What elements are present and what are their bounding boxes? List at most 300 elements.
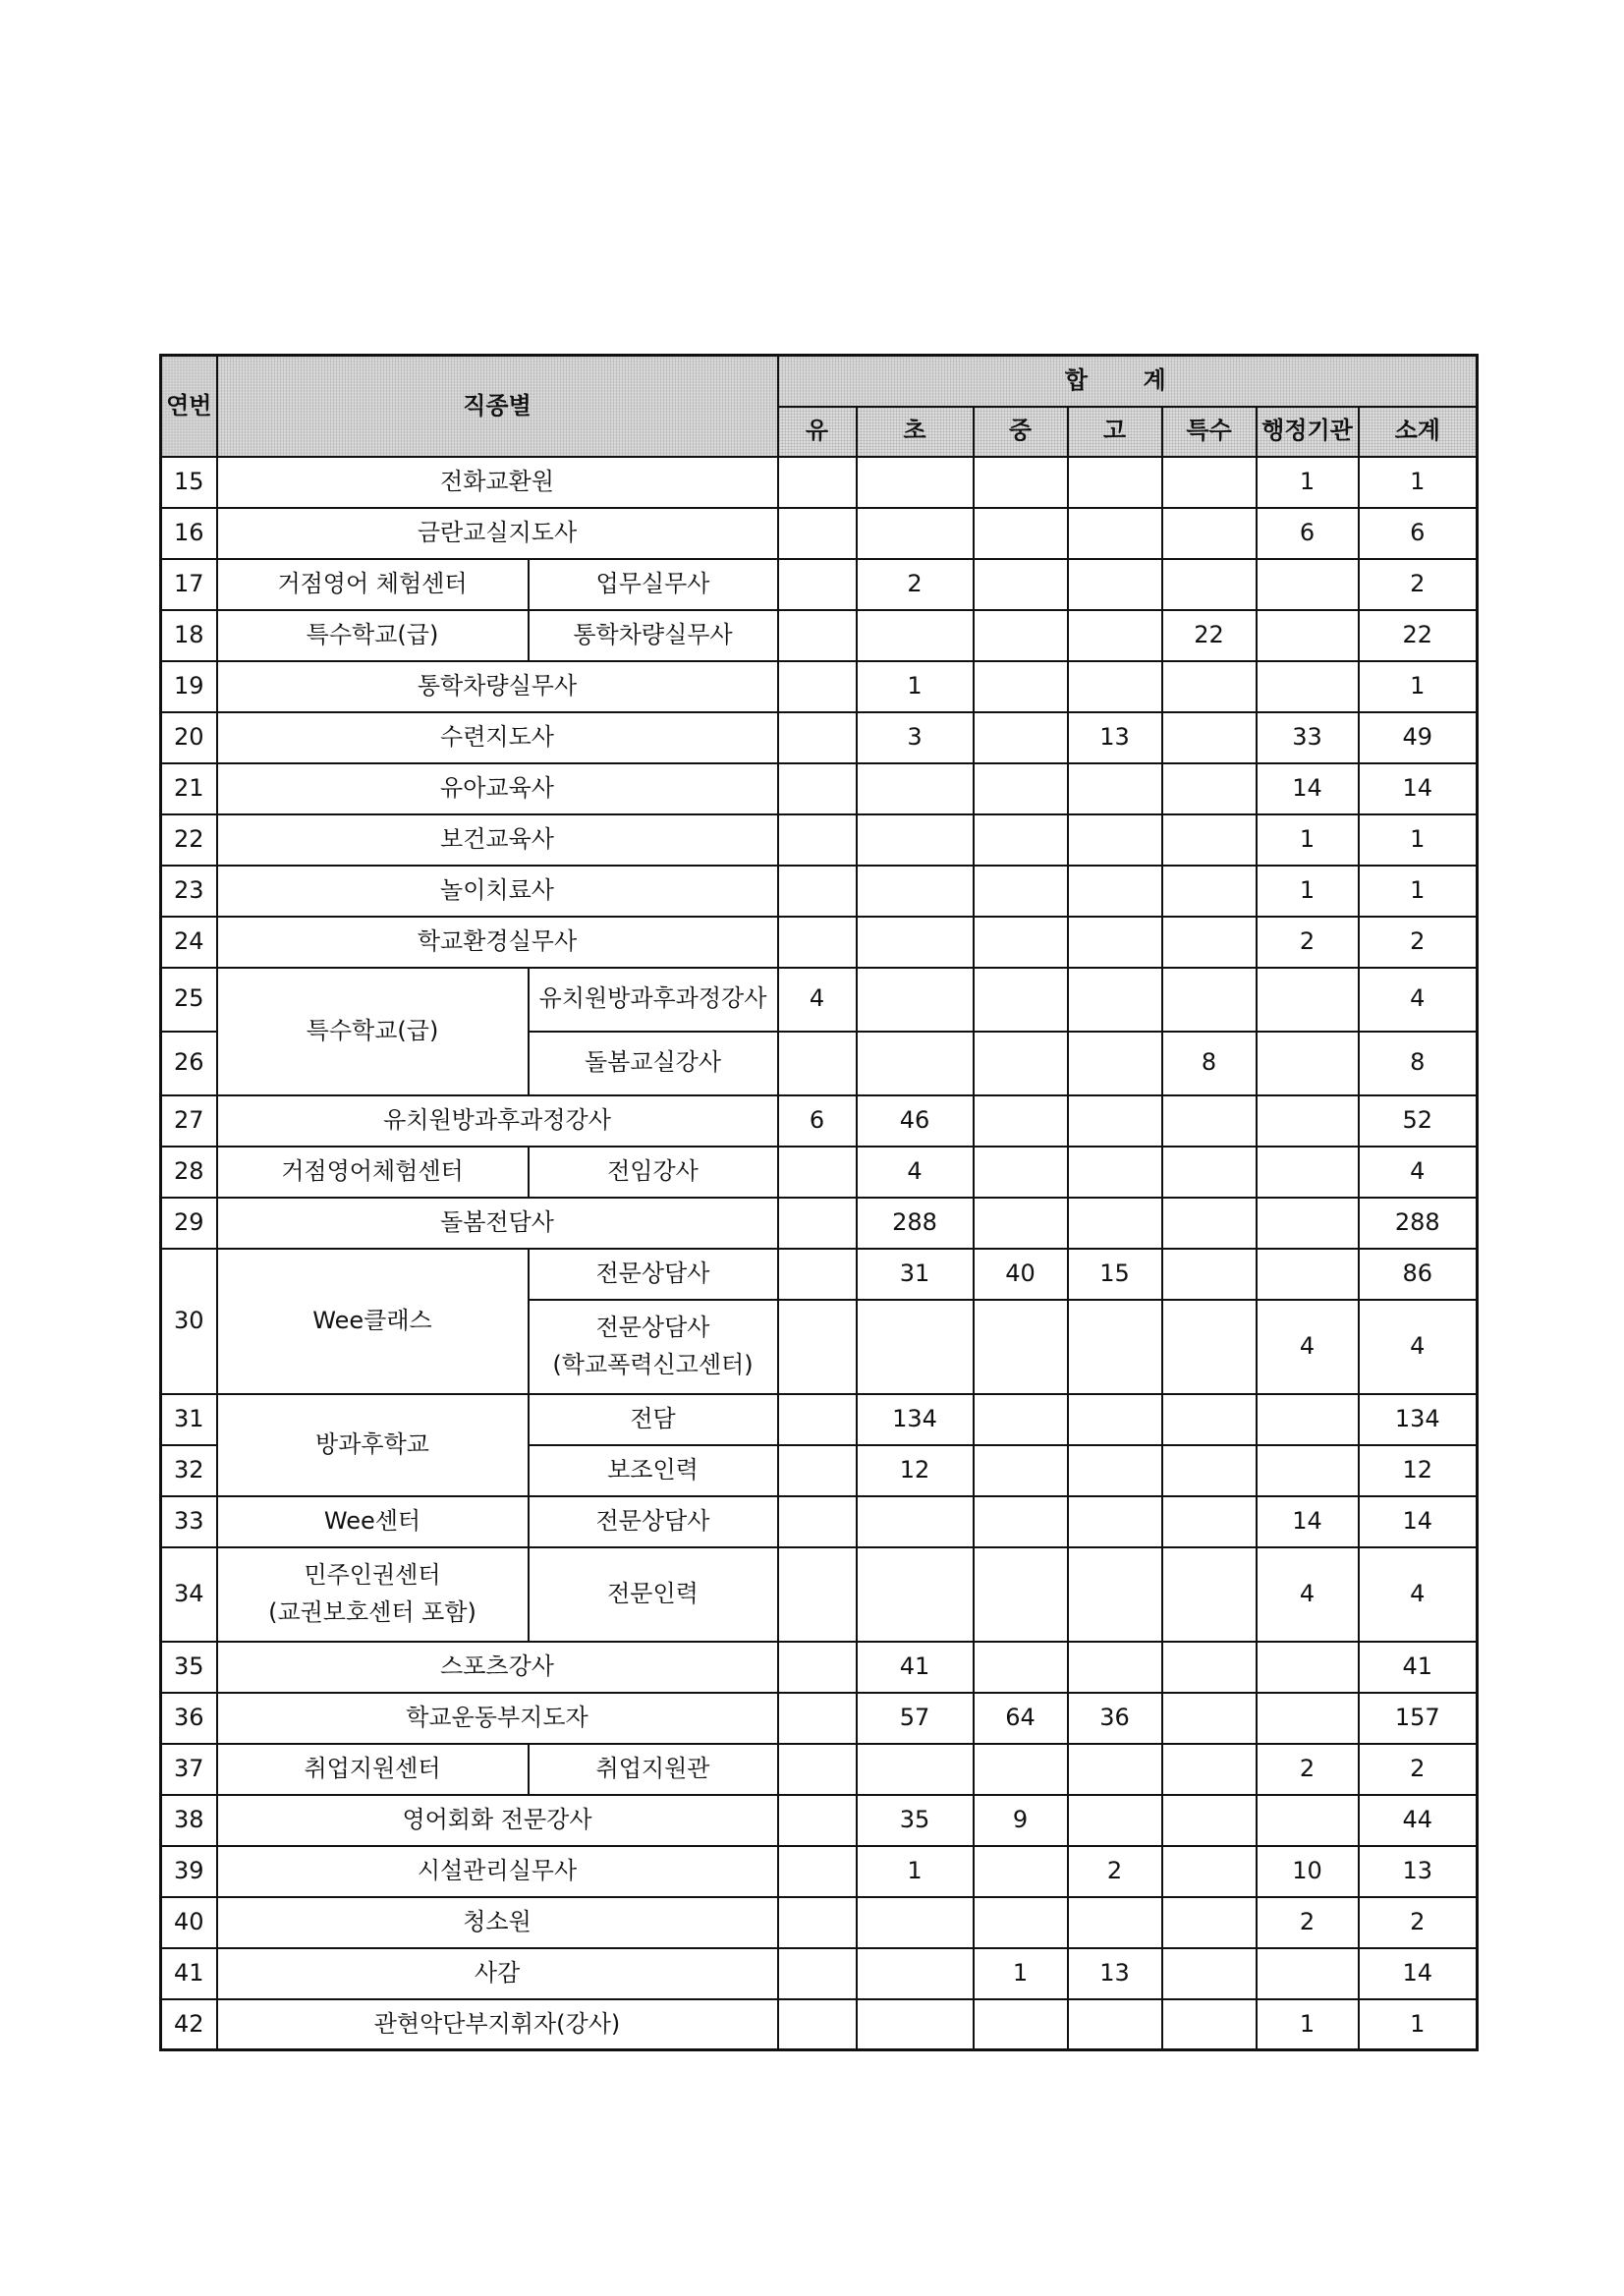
- row-no: 32: [161, 1445, 217, 1496]
- cell-value: [974, 1897, 1068, 1948]
- cell-value: [1162, 1744, 1257, 1795]
- cell-value: [1162, 1999, 1257, 2050]
- cell-value: [1257, 1249, 1359, 1300]
- cell-value: [974, 866, 1068, 917]
- row-no: 33: [161, 1496, 217, 1547]
- cell-value: [778, 1897, 857, 1948]
- table-row: [161, 1846, 1478, 1897]
- cell-value: 2: [1359, 917, 1478, 968]
- cell-value: 2: [1257, 1897, 1359, 1948]
- cell-value: [778, 1642, 857, 1693]
- cell-value: 4: [778, 968, 857, 1032]
- cell-value: [1162, 1547, 1257, 1642]
- cell-value: 2: [1359, 1897, 1478, 1948]
- cell-value: 15: [1068, 1249, 1162, 1300]
- table-row: [161, 1999, 1478, 2050]
- cell-value: [778, 763, 857, 814]
- cell-value: [1068, 508, 1162, 559]
- cell-value: [778, 1147, 857, 1198]
- row-no: 35: [161, 1642, 217, 1693]
- cell-value: 49: [1359, 712, 1478, 763]
- header-col-middle: 중: [974, 407, 1068, 457]
- row-job: 학교운동부지도자: [217, 1693, 778, 1744]
- cell-value: 13: [1068, 712, 1162, 763]
- header-col-subtotal: 소계: [1359, 407, 1478, 457]
- cell-value: [778, 1496, 857, 1547]
- cell-value: [1068, 1547, 1162, 1642]
- cell-value: [1068, 1147, 1162, 1198]
- cell-value: [1162, 1394, 1257, 1445]
- cell-value: 13: [1359, 1846, 1478, 1897]
- table-row: [161, 1744, 1478, 1795]
- cell-value: 1: [1359, 866, 1478, 917]
- cell-value: [1068, 1897, 1162, 1948]
- cell-value: [778, 1300, 857, 1394]
- row-category: [217, 1547, 529, 1642]
- cell-value: 35: [857, 1795, 974, 1846]
- cell-value: [1257, 1198, 1359, 1249]
- row-no: 24: [161, 917, 217, 968]
- cell-value: [1162, 1300, 1257, 1394]
- cell-value: 8: [1162, 1032, 1257, 1095]
- row-no: 16: [161, 508, 217, 559]
- cell-value: 4: [1359, 1300, 1478, 1394]
- row-category: 취업지원센터: [217, 1744, 529, 1795]
- row-no: 34: [161, 1547, 217, 1642]
- row-job: 놀이치료사: [217, 866, 778, 917]
- cell-value: [1257, 1095, 1359, 1147]
- cell-value: [1257, 1394, 1359, 1445]
- cell-value: 12: [1359, 1445, 1478, 1496]
- cell-value: [1162, 1948, 1257, 1999]
- cell-value: 41: [857, 1642, 974, 1693]
- cell-value: 134: [857, 1394, 974, 1445]
- cell-value: [857, 1032, 974, 1095]
- cell-value: [974, 508, 1068, 559]
- table-row: [161, 866, 1478, 917]
- cell-value: [778, 1948, 857, 1999]
- cell-value: [1162, 814, 1257, 866]
- cell-value: [778, 1445, 857, 1496]
- cell-value: 4: [1359, 968, 1478, 1032]
- cell-value: 4: [1257, 1300, 1359, 1394]
- row-subjob: 전문상담사: [529, 1249, 778, 1300]
- row-no: 22: [161, 814, 217, 866]
- cell-value: [778, 866, 857, 917]
- cell-value: [974, 1198, 1068, 1249]
- cell-value: [1257, 1948, 1359, 1999]
- row-subjob: 전문인력: [529, 1547, 778, 1642]
- header-col-special: 특수: [1162, 407, 1257, 457]
- cell-value: [1162, 1198, 1257, 1249]
- header-total-group: 합 계: [778, 356, 1478, 407]
- row-job: 스포츠강사: [217, 1642, 778, 1693]
- cell-value: [857, 1547, 974, 1642]
- cell-value: 46: [857, 1095, 974, 1147]
- cell-value: [778, 917, 857, 968]
- cell-value: 9: [974, 1795, 1068, 1846]
- row-no: 23: [161, 866, 217, 917]
- row-subjob: [529, 1300, 778, 1394]
- header-no: 연번: [161, 356, 217, 457]
- cell-value: [1257, 968, 1359, 1032]
- cell-value: [974, 559, 1068, 610]
- table-row: [161, 1897, 1478, 1948]
- cell-value: [778, 712, 857, 763]
- cell-value: 2: [1257, 1744, 1359, 1795]
- cell-value: 4: [1359, 1547, 1478, 1642]
- row-no: 36: [161, 1693, 217, 1744]
- row-no: 28: [161, 1147, 217, 1198]
- cell-value: [857, 968, 974, 1032]
- row-category: 방과후학교: [217, 1394, 529, 1496]
- cell-value: [778, 1744, 857, 1795]
- cell-value: [974, 661, 1068, 712]
- cell-value: [1162, 1445, 1257, 1496]
- cell-value: [857, 1300, 974, 1394]
- cell-value: [778, 1693, 857, 1744]
- row-subjob: 전담: [529, 1394, 778, 1445]
- header-col-high: 고: [1068, 407, 1162, 457]
- cell-value: [857, 917, 974, 968]
- cell-value: [1068, 1300, 1162, 1394]
- row-subjob: 전문상담사: [529, 1496, 778, 1547]
- staff-count-table: [159, 354, 1479, 2051]
- cell-value: [1068, 1642, 1162, 1693]
- cell-value: [1257, 559, 1359, 610]
- table-row: [161, 1095, 1478, 1147]
- cell-value: 10: [1257, 1846, 1359, 1897]
- cell-value: 288: [857, 1198, 974, 1249]
- cell-value: [974, 814, 1068, 866]
- row-job: 청소원: [217, 1897, 778, 1948]
- cell-value: 6: [778, 1095, 857, 1147]
- cell-value: [778, 559, 857, 610]
- table-row: [161, 559, 1478, 610]
- cell-value: 6: [1359, 508, 1478, 559]
- row-subjob: 통학차량실무사: [529, 610, 778, 661]
- row-no: 17: [161, 559, 217, 610]
- cell-value: 8: [1359, 1032, 1478, 1095]
- row-job: 관현악단부지휘자(강사): [217, 1999, 778, 2050]
- table-row: [161, 1249, 1478, 1300]
- cell-value: 12: [857, 1445, 974, 1496]
- row-subjob: 유치원방과후과정강사: [529, 968, 778, 1032]
- cell-value: [1162, 1846, 1257, 1897]
- row-no: 21: [161, 763, 217, 814]
- cell-value: [1257, 1693, 1359, 1744]
- cell-value: [1162, 1693, 1257, 1744]
- cell-value: [974, 917, 1068, 968]
- cell-value: [1068, 1445, 1162, 1496]
- row-no: 15: [161, 457, 217, 508]
- cell-value: [1162, 1249, 1257, 1300]
- row-subjob: 돌봄교실강사: [529, 1032, 778, 1095]
- cell-value: [974, 968, 1068, 1032]
- table-row: [161, 814, 1478, 866]
- row-no: 19: [161, 661, 217, 712]
- cell-value: [778, 661, 857, 712]
- cell-value: 1: [1257, 866, 1359, 917]
- cell-value: [778, 1547, 857, 1642]
- cell-value: [1162, 1095, 1257, 1147]
- row-subjob: 전임강사: [529, 1147, 778, 1198]
- cell-value: [974, 1999, 1068, 2050]
- cell-value: [1162, 559, 1257, 610]
- cell-value: 1: [1359, 1999, 1478, 2050]
- cell-value: [1257, 1032, 1359, 1095]
- row-category-line1: 민주인권센터: [304, 1561, 441, 1590]
- row-job: 통학차량실무사: [217, 661, 778, 712]
- cell-value: 1: [1359, 661, 1478, 712]
- cell-value: [1257, 1445, 1359, 1496]
- cell-value: 31: [857, 1249, 974, 1300]
- cell-value: [1162, 763, 1257, 814]
- cell-value: [1162, 968, 1257, 1032]
- row-category: 거점영어체험센터: [217, 1147, 529, 1198]
- cell-value: [857, 1744, 974, 1795]
- cell-value: [1068, 1496, 1162, 1547]
- cell-value: [778, 1032, 857, 1095]
- cell-value: [974, 1496, 1068, 1547]
- cell-value: [974, 763, 1068, 814]
- cell-value: 2: [1359, 559, 1478, 610]
- cell-value: [1162, 457, 1257, 508]
- cell-value: 3: [857, 712, 974, 763]
- cell-value: 86: [1359, 1249, 1478, 1300]
- row-no: 38: [161, 1795, 217, 1846]
- cell-value: 1: [857, 1846, 974, 1897]
- cell-value: 13: [1068, 1948, 1162, 1999]
- row-no: 39: [161, 1846, 217, 1897]
- cell-value: 14: [1359, 763, 1478, 814]
- cell-value: 14: [1257, 763, 1359, 814]
- row-no: 26: [161, 1032, 217, 1095]
- cell-value: 2: [1359, 1744, 1478, 1795]
- header-col-admin: 행정기관: [1257, 407, 1359, 457]
- cell-value: [1162, 1642, 1257, 1693]
- table-row: [161, 1147, 1478, 1198]
- cell-value: [778, 1198, 857, 1249]
- cell-value: 57: [857, 1693, 974, 1744]
- cell-value: 14: [1257, 1496, 1359, 1547]
- row-no: 40: [161, 1897, 217, 1948]
- cell-value: 36: [1068, 1693, 1162, 1744]
- cell-value: [1257, 661, 1359, 712]
- cell-value: [857, 610, 974, 661]
- cell-value: [857, 866, 974, 917]
- row-category-line2: (교권보호센터 포함): [268, 1597, 476, 1626]
- staff-table-container: [159, 354, 1476, 2051]
- row-subjob: 보조인력: [529, 1445, 778, 1496]
- cell-value: [1068, 457, 1162, 508]
- cell-value: 33: [1257, 712, 1359, 763]
- row-no: 18: [161, 610, 217, 661]
- cell-value: [974, 1846, 1068, 1897]
- cell-value: [1162, 1496, 1257, 1547]
- row-job: 수련지도사: [217, 712, 778, 763]
- cell-value: [1068, 559, 1162, 610]
- cell-value: 4: [1257, 1547, 1359, 1642]
- table-row: [161, 457, 1478, 508]
- cell-value: [1068, 1198, 1162, 1249]
- cell-value: [857, 1897, 974, 1948]
- cell-value: 157: [1359, 1693, 1478, 1744]
- cell-value: [1257, 1642, 1359, 1693]
- table-row: [161, 1642, 1478, 1693]
- cell-value: [1162, 1147, 1257, 1198]
- row-category: 특수학교(급): [217, 610, 529, 661]
- row-subjob: 취업지원관: [529, 1744, 778, 1795]
- cell-value: [1257, 1147, 1359, 1198]
- cell-value: 2: [1257, 917, 1359, 968]
- row-category: 거점영어 체험센터: [217, 559, 529, 610]
- cell-value: [974, 1032, 1068, 1095]
- cell-value: [974, 1445, 1068, 1496]
- cell-value: [1162, 917, 1257, 968]
- cell-value: 2: [1068, 1846, 1162, 1897]
- cell-value: [857, 814, 974, 866]
- cell-value: 64: [974, 1693, 1068, 1744]
- cell-value: 14: [1359, 1496, 1478, 1547]
- row-no: 37: [161, 1744, 217, 1795]
- row-job: 전화교환원: [217, 457, 778, 508]
- cell-value: 1: [857, 661, 974, 712]
- row-no: 20: [161, 712, 217, 763]
- table-row: [161, 917, 1478, 968]
- table-row: [161, 661, 1478, 712]
- cell-value: [1068, 1032, 1162, 1095]
- cell-value: 134: [1359, 1394, 1478, 1445]
- cell-value: [1162, 1897, 1257, 1948]
- table-row: [161, 1547, 1478, 1642]
- cell-value: 14: [1359, 1948, 1478, 1999]
- cell-value: [778, 1795, 857, 1846]
- row-no: 29: [161, 1198, 217, 1249]
- row-category: Wee센터: [217, 1496, 529, 1547]
- cell-value: [778, 1999, 857, 2050]
- cell-value: [1068, 917, 1162, 968]
- table-row: [161, 1198, 1478, 1249]
- cell-value: [974, 1147, 1068, 1198]
- cell-value: [778, 508, 857, 559]
- header-job: 직종별: [217, 356, 778, 457]
- table-row: [161, 968, 1478, 1032]
- cell-value: 2: [857, 559, 974, 610]
- row-no: 30: [161, 1249, 217, 1394]
- cell-value: [1068, 866, 1162, 917]
- table-row: [161, 763, 1478, 814]
- row-no: 42: [161, 1999, 217, 2050]
- cell-value: [974, 1642, 1068, 1693]
- cell-value: [1068, 1394, 1162, 1445]
- cell-value: 44: [1359, 1795, 1478, 1846]
- cell-value: 40: [974, 1249, 1068, 1300]
- row-subjob: 업무실무사: [529, 559, 778, 610]
- cell-value: 41: [1359, 1642, 1478, 1693]
- cell-value: [778, 1394, 857, 1445]
- cell-value: [1257, 610, 1359, 661]
- cell-value: 1: [974, 1948, 1068, 1999]
- cell-value: 1: [1257, 457, 1359, 508]
- cell-value: [1068, 763, 1162, 814]
- row-job: 영어회화 전문강사: [217, 1795, 778, 1846]
- cell-value: [857, 763, 974, 814]
- cell-value: [974, 1394, 1068, 1445]
- table-row: [161, 610, 1478, 661]
- table-row: [161, 1948, 1478, 1999]
- cell-value: 1: [1359, 457, 1478, 508]
- cell-value: [974, 1095, 1068, 1147]
- cell-value: [974, 457, 1068, 508]
- cell-value: [1068, 814, 1162, 866]
- cell-value: [778, 1249, 857, 1300]
- cell-value: [974, 1300, 1068, 1394]
- cell-value: [857, 1948, 974, 1999]
- table-row: [161, 1394, 1478, 1445]
- cell-value: [1068, 1999, 1162, 2050]
- row-category: Wee클래스: [217, 1249, 529, 1394]
- table-row: [161, 508, 1478, 559]
- cell-value: [778, 1846, 857, 1897]
- row-job: 학교환경실무사: [217, 917, 778, 968]
- cell-value: [1162, 661, 1257, 712]
- row-job: 돌봄전담사: [217, 1198, 778, 1249]
- cell-value: [974, 1744, 1068, 1795]
- cell-value: 4: [1359, 1147, 1478, 1198]
- cell-value: 1: [1257, 814, 1359, 866]
- row-no: 31: [161, 1394, 217, 1445]
- row-subjob-line2: (학교폭력신고센터): [552, 1350, 754, 1378]
- cell-value: [974, 1547, 1068, 1642]
- cell-value: [857, 508, 974, 559]
- row-job: 보건교육사: [217, 814, 778, 866]
- row-job: 유아교육사: [217, 763, 778, 814]
- cell-value: [1068, 968, 1162, 1032]
- row-subjob-line1: 전문상담사: [595, 1314, 710, 1342]
- cell-value: 22: [1162, 610, 1257, 661]
- cell-value: [857, 1999, 974, 2050]
- cell-value: [974, 712, 1068, 763]
- cell-value: [1068, 610, 1162, 661]
- row-job: 사감: [217, 1948, 778, 1999]
- cell-value: 1: [1359, 814, 1478, 866]
- cell-value: [1068, 661, 1162, 712]
- cell-value: [778, 610, 857, 661]
- row-job: 시설관리실무사: [217, 1846, 778, 1897]
- table-row: [161, 1795, 1478, 1846]
- cell-value: [1162, 1795, 1257, 1846]
- cell-value: [857, 457, 974, 508]
- row-no: 41: [161, 1948, 217, 1999]
- cell-value: 6: [1257, 508, 1359, 559]
- cell-value: [1068, 1095, 1162, 1147]
- cell-value: 288: [1359, 1198, 1478, 1249]
- table-row: [161, 1496, 1478, 1547]
- cell-value: [1162, 866, 1257, 917]
- cell-value: 22: [1359, 610, 1478, 661]
- row-category: 특수학교(급): [217, 968, 529, 1095]
- table-row: [161, 712, 1478, 763]
- cell-value: 52: [1359, 1095, 1478, 1147]
- row-job: 금란교실지도사: [217, 508, 778, 559]
- cell-value: [1068, 1795, 1162, 1846]
- cell-value: [1068, 1744, 1162, 1795]
- cell-value: [778, 457, 857, 508]
- table-row: [161, 1693, 1478, 1744]
- cell-value: 1: [1257, 1999, 1359, 2050]
- cell-value: [1257, 1795, 1359, 1846]
